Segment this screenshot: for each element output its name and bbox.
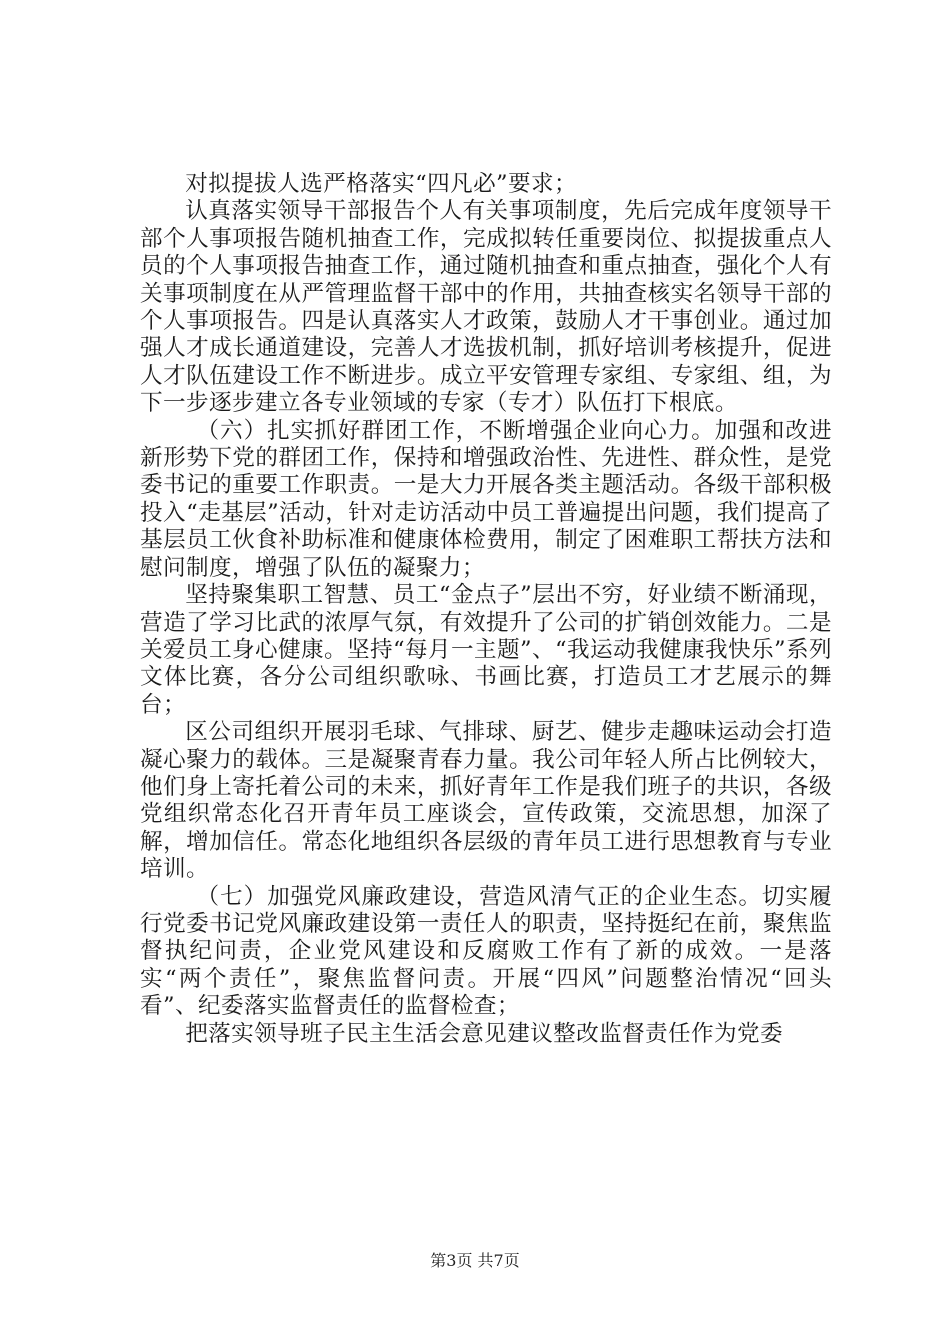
paragraph-section-seven-integrity: （七）加强党风廉政建设，营造风清气正的企业生态。切实履行党委书记党风廉政建设第一责任人的职责，坚持挺纪在前，聚焦监督执纪问责，企业党风建设和反腐败工作有了新的成效。一是落实“两个责任”，聚焦监督问责。开展“四风”问题整治情况“回头看”、纪委落实监督责任的监督检查； [140, 883, 832, 1020]
page-number-footer: 第3页 共7页 [430, 1251, 520, 1270]
paragraph-personal-matters-report: 认真落实领导干部报告个人有关事项制度，先后完成年度领导干部个人事项报告随机抽查工作，完成拟转任重要岗位、拟提拔重点人员的个人事项报告抽查工作，通过随机抽查和重点抽查，强化个人有关事项制度在从严管理监督干部中的作用，共抽查核实名领导干部的个人事项报告。四是认真落实人才政策，鼓励人才干事创业。通过加强人才成长通道建设，完善人才选拔机制，抓好培训考核提升，促进人才队伍建设工作不断进步。成立平安管理专家组、专家组、组，为下一步逐步建立各专业领域的专家（专才）队伍打下根底。 [140, 198, 832, 417]
paragraph-rectification-supervision: 把落实领导班子民主生活会意见建议整改监督责任作为党委 [185, 1020, 784, 1047]
paragraph-district-company-activities: 区公司组织开展羽毛球、气排球、厨艺、健步走趣味运动会打造凝心聚力的载体。三是凝聚青春力量。我公司年轻人所占比例较大，他们身上寄托着公司的未来，抓好青年工作是我们班子的共识，各级党组织常态化召开青年员工座谈会，宣传政策，交流思想，加深了解，增加信任。常态化地组织各层级的青年员工进行思想教育与专业培训。 [140, 719, 832, 883]
paragraph-section-six-mass-organizations: （六）扎实抓好群团工作，不断增强企业向心力。加强和改进新形势下党的群团工作，保持和增强政治性、先进性、群众性，是党委书记的重要工作职责。一是大力开展各类主题活动。各级干部积极投入“走基层”活动，针对走访活动中员工普遍提出问题，我们提高了基层员工伙食补助标准和健康体检费用，制定了困难职工帮扶方法和慰问制度，增强了队伍的凝聚力； [140, 417, 832, 581]
paragraph-employee-wisdom: 坚持聚集职工智慧、员工“金点子”层出不穷，好业绩不断涌现，营造了学习比武的浓厚气氛，有效提升了公司的扩销创效能力。二是关爱员工身心健康。坚持“每月一主题”、“我运动我健康我快乐”系列文体比赛，各分公司组织歌咏、书画比赛，打造员工才艺展示的舞台； [140, 582, 832, 718]
paragraph-four-must-requirement: 对拟提拔人选严格落实“四凡必”要求； [185, 171, 577, 197]
document-body [140, 171, 832, 1048]
